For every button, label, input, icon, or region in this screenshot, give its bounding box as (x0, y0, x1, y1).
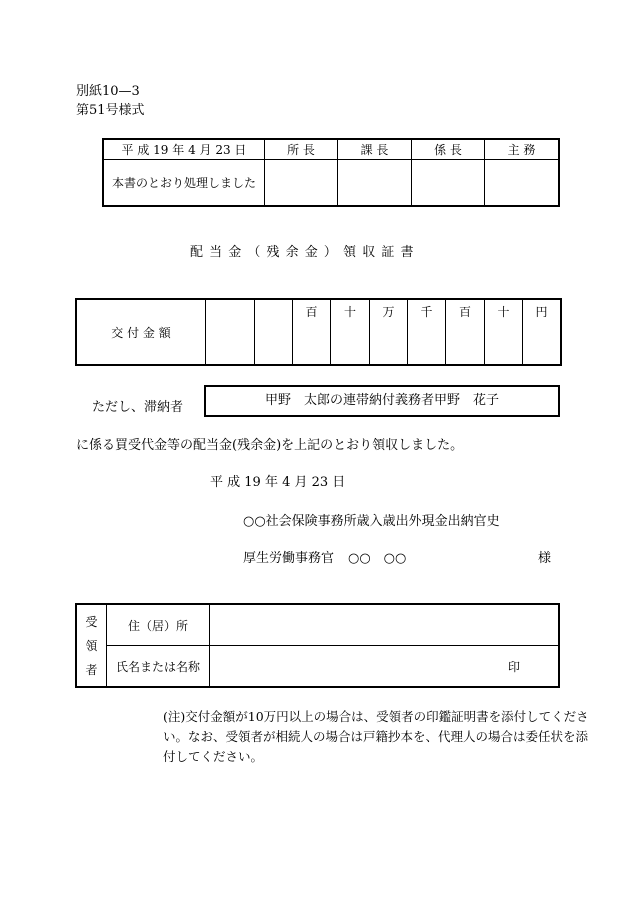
stamp-cell-section-chief (338, 160, 412, 206)
recipient-char: 者 (85, 662, 98, 677)
recipient-char: 領 (85, 638, 98, 653)
form-number: 第51号様式 (76, 103, 145, 118)
recipient-char: 受 (85, 614, 98, 629)
digit-cell-thousand: 千 (408, 300, 446, 365)
role-unit-chief: 係 長 (412, 140, 485, 160)
address-label: 住（居）所 (107, 605, 210, 646)
footnote-line: (注)交付金額が10万円以上の場合は、受領者の印鑑証明書を添付してくださ (163, 709, 589, 724)
proviso-prefix: ただし、滞納者 (92, 400, 184, 415)
digit-cell-yen: 円 (523, 300, 561, 365)
digit-cell-ten-thousand: 十 (331, 300, 370, 365)
amount-table (76, 299, 561, 365)
name-field (210, 646, 559, 687)
recipient-table (76, 604, 559, 687)
attachment-label: 別紙10—3 (76, 84, 140, 99)
honorific: 様 (538, 551, 552, 566)
stamp-cell-staff (485, 160, 559, 206)
footnote-line: い。なお、受領者が相続人の場合は戸籍抄本を、代理人の場合は委任状を添 (163, 729, 589, 744)
approval-note: 本書のとおり処理しました (104, 160, 265, 206)
document-title: 配 当 金 （ 残 余 金 ） 領 収 証 書 (190, 245, 414, 260)
role-section-chief: 課 長 (338, 140, 412, 160)
issue-date: 平 成 19 年 4 月 23 日 (210, 475, 346, 490)
digit-cell-man: 万 (370, 300, 408, 365)
digit-cell (206, 300, 255, 365)
delinquent-name-box: 甲野 太郎の連帯納付義務者甲野 花子 (204, 385, 560, 417)
digit-cell (255, 300, 293, 365)
digit-cell-hundred: 百 (446, 300, 485, 365)
approval-date: 平 成 19 年 4 月 23 日 (104, 140, 265, 160)
statement-text: に係る買受代金等の配当金(残余金)を上記のとおり領収しました。 (76, 438, 464, 453)
amount-label: 交 付 金 額 (77, 300, 206, 365)
digit-cell-hundred-thousand: 百 (293, 300, 331, 365)
officer-position: 厚生労働事務官 (243, 551, 335, 566)
seal-mark: 印 (507, 659, 520, 674)
stamp-cell-unit-chief (412, 160, 485, 206)
approval-table (103, 139, 559, 206)
stamp-cell-director (265, 160, 338, 206)
officer-title: ○○社会保険事務所歳入歳出外現金出納官史 (243, 514, 500, 529)
footnote (163, 707, 589, 767)
footnote-line: 付してください。 (163, 749, 264, 764)
name-label: 氏名または名称 (107, 646, 210, 687)
role-staff: 主 務 (485, 140, 559, 160)
recipient-header (77, 605, 107, 687)
address-field (210, 605, 559, 646)
officer-name: ○○ ○○ (348, 551, 407, 566)
role-director: 所 長 (265, 140, 338, 160)
digit-cell-ten: 十 (485, 300, 523, 365)
